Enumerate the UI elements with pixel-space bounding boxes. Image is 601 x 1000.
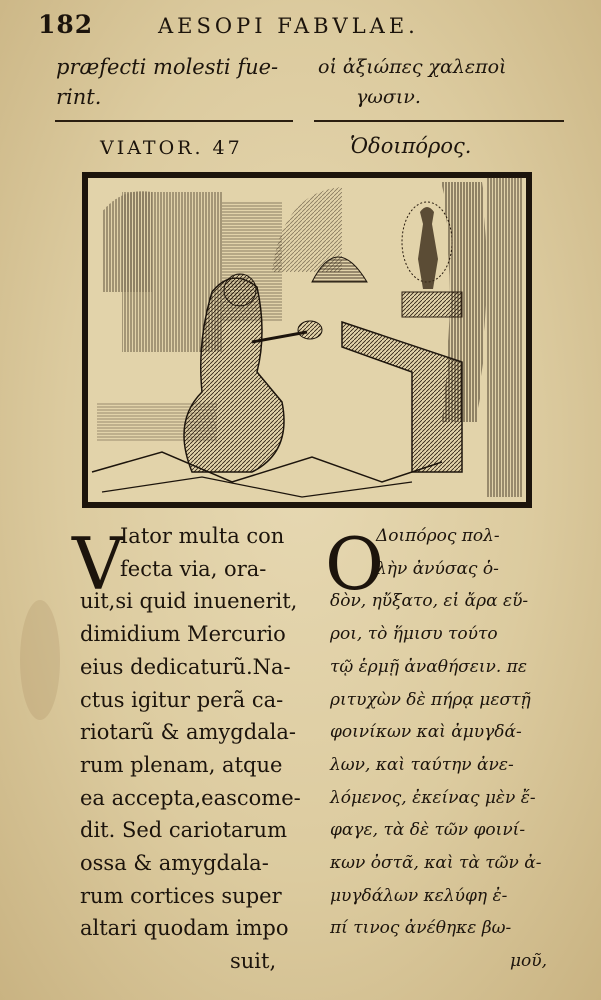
text-line: λὴν ἀνύσας ὁ- [376,558,499,579]
text-line: λόμενος, ἐκείνας μὲν ἔ- [330,787,536,808]
latin-dropcap: V [72,522,124,606]
text-line: præfecti molesti fue- [56,55,279,79]
previous-fable-latin [56,52,296,112]
text-line: μοῦ, [510,951,548,972]
page-header [38,10,571,40]
text-line: ossa & amygdala- [80,851,269,876]
text-line: rint. [56,85,102,109]
text-line: ctus igitur perã ca- [80,687,284,712]
greek-dropcap: Ο [325,522,385,606]
text-line: κων ὀστᾶ, καὶ τὰ τῶν ἀ- [330,853,542,874]
section-rule [55,120,293,122]
text-line: fecta via, ora- [120,556,267,581]
text-line: suit, [230,949,277,974]
text-line: riotarũ & amygdala- [80,720,296,745]
text-line: dit. Sed cariotarum [80,818,287,843]
running-head: AESOPI FABVLAE. [158,14,419,38]
text-line: δὸν, ηὔξατο, εἰ ἄρα εὕ- [330,591,529,612]
section-rule [314,120,564,122]
text-line: γωσιν. [356,86,421,108]
fable-title-greek: Ὁδοιπόρος. [350,134,472,158]
text-line: πί τινος ἀνέθηκε βω- [330,918,512,939]
text-line: φοινίκων καὶ ἀμυγδά- [330,722,522,743]
text-line: altari quodam impo [80,916,289,941]
text-line: dimidium Mercurio [80,622,286,647]
text-line: ριτυχὼν δὲ πήρᾳ μεστῇ [330,689,531,710]
text-line: μυγδάλων κελύφη ἐ- [330,885,508,906]
text-line: rum plenam, atque [80,752,283,777]
text-line: ea accepta,eascome- [80,785,301,810]
previous-fable-greek [318,52,568,112]
text-line: ροι, τὸ ἥμισυ τούτο [330,624,498,645]
text-line: λων, καὶ ταύτην ἀνε- [330,754,514,775]
text-line: τῷ ἑρμῇ ἀναθήσειν. πε [330,656,527,677]
text-line: Δοιπόρος πολ- [376,526,500,546]
greek-text-column [325,520,570,978]
text-line: Iator multa con [120,524,285,548]
fable-title-latin: VIATOR. 47 [100,137,243,159]
latin-text-column [72,520,301,978]
text-line: φαγε, τὰ δὲ τῶν φοινί- [330,820,526,841]
text-line: eius dedicaturũ.Na- [80,654,291,679]
page-number: 182 [38,10,94,39]
woodcut-illustration [82,172,532,508]
text-line: οἱ ἀξιώπες χαλεποὶ [318,56,507,78]
paper-stain [20,600,60,720]
text-line: rum cortices super [80,883,282,908]
text-line: uit,si quid inuenerit, [80,589,298,614]
